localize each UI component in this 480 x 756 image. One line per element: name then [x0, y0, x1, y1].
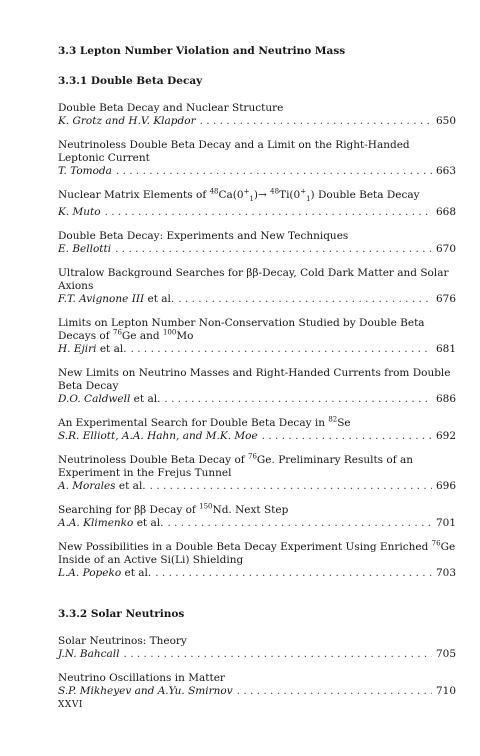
toc-entry[interactable]	[58, 541, 456, 580]
entry-author: K. Muto	[58, 206, 101, 219]
entry-author: J.N. Bahcall	[58, 648, 120, 661]
section-title-solar-neutrinos: 3.3.2 Solar Neutrinos	[58, 608, 185, 621]
leader-dots	[105, 206, 432, 219]
entry-author-line	[58, 393, 456, 406]
leader-dots	[150, 480, 432, 493]
toc-entry[interactable]	[58, 367, 456, 406]
leader-dots	[200, 115, 432, 128]
entry-author: A. Morales et al.	[58, 480, 146, 493]
entry-author-line	[58, 648, 456, 661]
entry-page-number: 696	[435, 480, 456, 493]
entry-page-number: 701	[435, 517, 456, 530]
entry-page-number: 692	[435, 430, 456, 443]
entry-author-line	[58, 243, 456, 256]
entry-author-line	[58, 115, 456, 128]
entry-author-line	[58, 480, 456, 493]
entry-author: D.O. Caldwell et al.	[58, 393, 161, 406]
entry-author: S.P. Mikheyev and A.Yu. Smirnov	[58, 685, 233, 698]
toc-page	[58, 44, 456, 709]
entry-author: E. Bellotti	[58, 243, 112, 256]
entry-author: H. Ejiri et al.	[58, 343, 127, 356]
leader-dots	[167, 517, 432, 530]
toc-entry[interactable]	[58, 317, 456, 356]
toc-entry[interactable]	[58, 454, 456, 493]
entry-page-number: 705	[435, 648, 456, 661]
entry-title: Searching for ββ Decay of $^{150}$Nd. Next Step	[58, 502, 289, 517]
page-number-footer: XXVI	[58, 700, 83, 710]
toc-entry[interactable]	[58, 230, 456, 256]
entry-title: Ultralow Background Searches for ββ-Decay, Cold Dark Matter and Solar Axions	[58, 267, 449, 293]
entry-page-number: 663	[435, 165, 456, 177]
entry-author: K. Grotz and H.V. Klapdor	[58, 115, 196, 127]
entry-author-line	[58, 293, 456, 306]
entry-title: Neutrinoless Double Beta Decay of $^{76}$Ge. Preliminary Results of an Experiment in the Frejus Tunnel	[58, 452, 413, 480]
entry-title: New Limits on Neutrino Masses and Right-Handed Currents from Double Beta Decay	[58, 367, 451, 393]
toc-entry[interactable]	[58, 102, 456, 128]
entry-title: Neutrinoless Double Beta Decay and a Limit on the Right-Handed Leptonic Current	[58, 139, 410, 164]
entry-author: A.A. Klimenko et al.	[58, 517, 164, 530]
entry-author-line	[58, 430, 456, 443]
entry-author-line	[58, 206, 456, 219]
leader-dots	[237, 685, 432, 698]
entry-author-line	[58, 685, 456, 698]
entry-title: Double Beta Decay: Experiments and New Techniques	[58, 230, 349, 243]
entry-page-number: 676	[435, 293, 456, 306]
entry-author: F.T. Avignone III et al.	[58, 293, 175, 306]
entry-page-number: 681	[435, 343, 456, 356]
toc-entry[interactable]	[58, 189, 456, 219]
entry-title: New Possibilities in a Double Beta Decay Experiment Using Enriched $^{76}$Ge Inside of an Active Si(Li) Shielding	[58, 539, 456, 567]
section-spacer	[58, 591, 456, 607]
toc-entry[interactable]	[58, 504, 456, 530]
section-title-double-beta: 3.3.1 Double Beta Decay	[58, 75, 203, 87]
entry-page-number: 686	[435, 393, 456, 406]
entry-page-number: 670	[435, 243, 456, 256]
entry-page-number: 668	[435, 206, 456, 219]
leader-dots	[164, 393, 432, 406]
leader-dots	[131, 343, 432, 356]
entry-author-line	[58, 567, 456, 580]
entry-title: Neutrino Oscillations in Matter	[58, 672, 225, 685]
part-title: 3.3 Lepton Number Violation and Neutrino Mass	[58, 45, 346, 57]
toc-entry[interactable]	[58, 267, 456, 306]
entry-title: An Experimental Search for Double Beta Decay in $^{82}$Se	[58, 415, 351, 430]
entry-title: Solar Neutrinos: Theory	[58, 635, 187, 648]
entry-page-number: 710	[435, 685, 456, 698]
entry-title: Double Beta Decay and Nuclear Structure	[58, 102, 284, 114]
leader-dots	[115, 243, 432, 256]
toc-entry[interactable]	[58, 672, 456, 698]
entry-author-line	[58, 165, 456, 178]
leader-dots	[116, 165, 432, 178]
entry-title: Nuclear Matrix Elements of $^{48}Ca(0^+_1)\to ^{48}Ti(0^+_1)$ Double Beta Decay	[58, 187, 420, 204]
leader-dots	[178, 293, 432, 306]
toc-entry[interactable]	[58, 417, 456, 443]
entry-author-line	[58, 517, 456, 530]
entry-page-number: 650	[435, 115, 456, 127]
entry-author: T. Tomoda	[58, 165, 112, 177]
leader-dots	[155, 567, 432, 580]
entry-author-line	[58, 343, 456, 356]
toc-entry[interactable]	[58, 635, 456, 661]
leader-dots	[262, 430, 432, 443]
entry-author: L.A. Popeko et al.	[58, 567, 152, 580]
toc-entry[interactable]	[58, 139, 456, 178]
entry-author: S.R. Elliott, A.A. Hahn, and M.K. Moe	[58, 430, 258, 443]
entry-page-number: 703	[435, 567, 456, 580]
entry-title: Limits on Lepton Number Non-Conservation Studied by Double Beta Decays of $^{76}$Ge and $^{100}$Mo	[58, 317, 425, 343]
leader-dots	[124, 648, 432, 661]
